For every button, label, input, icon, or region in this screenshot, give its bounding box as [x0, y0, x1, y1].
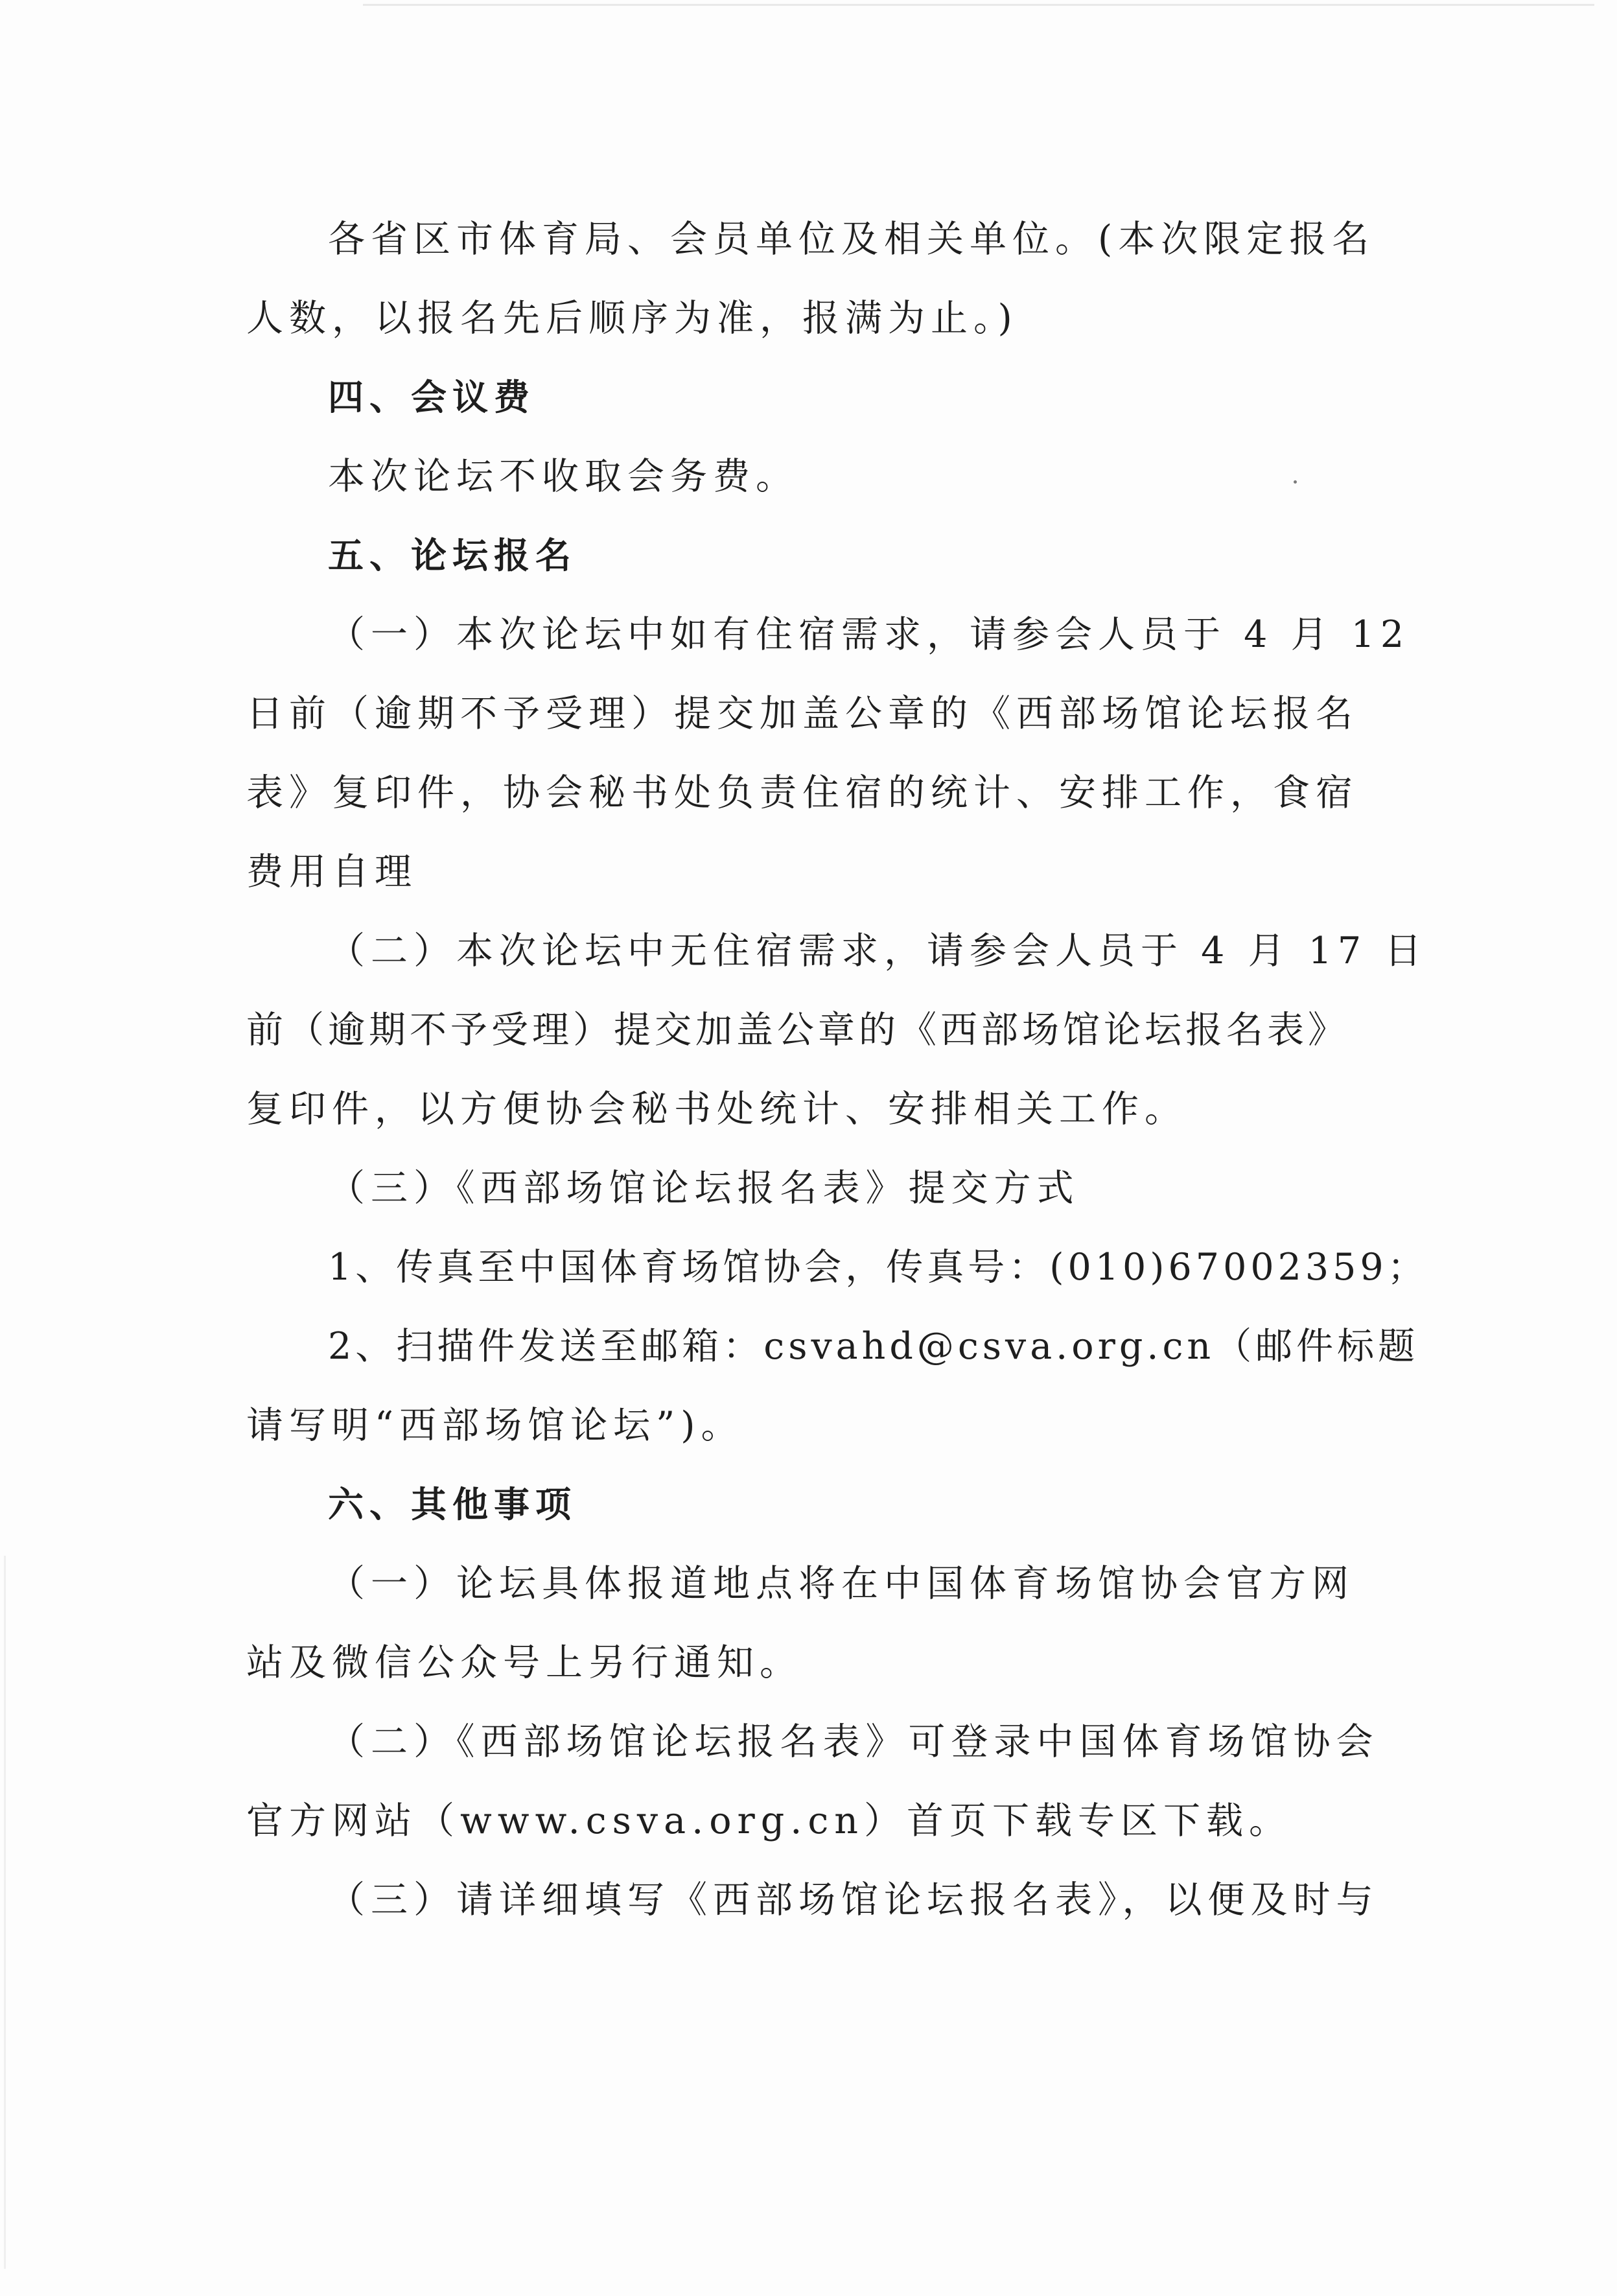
paragraph-line: （二）本次论坛中无住宿需求，请参会人员于 4 月 17 日 [328, 930, 1428, 972]
paragraph-line: 官方网站（www.csva.org.cn）首页下载专区下载。 [246, 1799, 1292, 1842]
paragraph-line: （一）论坛具体报道地点将在中国体育场馆协会官方网 [328, 1562, 1355, 1605]
paragraph-line: 前（逾期不予受理）提交加盖公章的《西部场馆论坛报名表》 [246, 1009, 1349, 1051]
paragraph-line: 1、传真至中国体育场馆协会，传真号：(010)67002359； [328, 1246, 1428, 1289]
paragraph-line: 表》复印件，协会秘书处负责住宿的统计、安排工作，食宿 [246, 771, 1358, 814]
paragraph-line: 本次论坛不收取会务费。 [328, 455, 798, 498]
paragraph-line: 各省区市体育局、会员单位及相关单位。(本次限定报名 [328, 218, 1375, 261]
document-body [246, 200, 1428, 1939]
section-heading: 五、论坛报名 [328, 535, 577, 576]
scan-edge-top [363, 4, 1594, 6]
paragraph-line: 站及微信公众号上另行通知。 [246, 1641, 802, 1684]
paragraph-line: 复印件，以方便协会秘书处统计、安排相关工作。 [246, 1088, 1187, 1130]
paragraph-line: 人数，以报名先后顺序为准，报满为止。) [246, 297, 1018, 340]
paragraph-line: （三）《西部场馆论坛报名表》提交方式 [328, 1167, 1080, 1210]
paragraph-line: 费用自理 [246, 850, 417, 893]
scan-edge-left [4, 1556, 6, 2269]
section-heading: 六、其他事项 [328, 1484, 577, 1525]
paragraph-line: 请写明“西部场馆论坛”)。 [246, 1404, 744, 1447]
paragraph-line: （一）本次论坛中如有住宿需求，请参会人员于 4 月 12 [328, 613, 1410, 656]
section-heading: 四、会议费 [328, 377, 536, 418]
paragraph-line: （三）请详细填写《西部场馆论坛报名表》，以便及时与 [328, 1879, 1379, 1921]
paragraph-line: （二）《西部场馆论坛报名表》可登录中国体育场馆协会 [328, 1720, 1379, 1763]
paragraph-line: 日前（逾期不予受理）提交加盖公章的《西部场馆论坛报名 [246, 692, 1358, 735]
paragraph-line: 2、扫描件发送至邮箱：csvahd@csva.org.cn（邮件标题 [328, 1325, 1419, 1368]
